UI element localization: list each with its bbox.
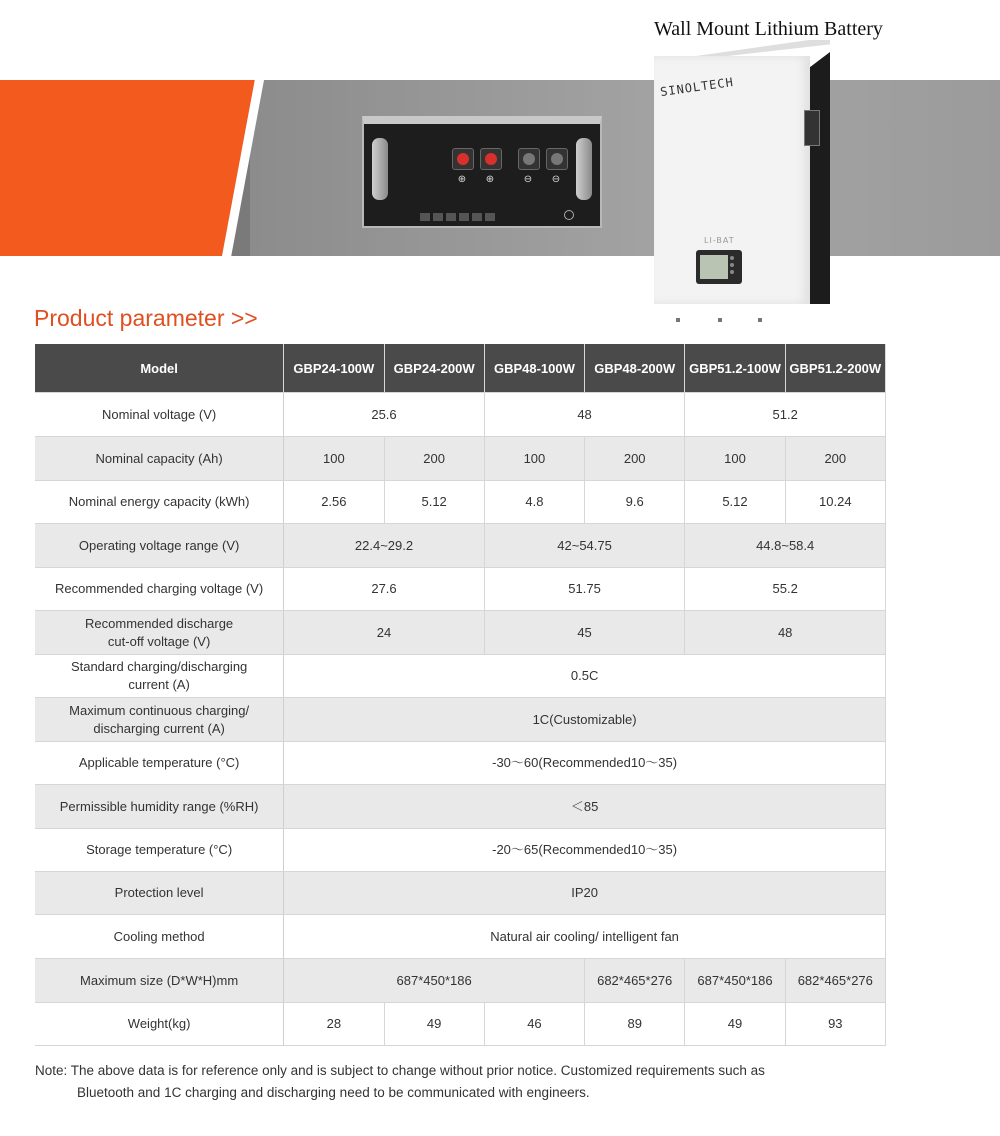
row-label: Storage temperature (°C) — [35, 829, 284, 872]
table-cell: 9.6 — [585, 481, 685, 524]
header-model-column: GBP48-200W — [585, 344, 685, 393]
table-row — [35, 872, 886, 915]
header-model-column: GBP51.2-200W — [785, 344, 885, 393]
rack-handle-right — [576, 138, 592, 200]
table-cell: 49 — [685, 1003, 785, 1046]
positive-terminal-icon — [452, 148, 474, 170]
negative-terminal-icon — [518, 148, 540, 170]
table-row — [35, 959, 886, 1003]
row-label: Nominal capacity (Ah) — [35, 437, 284, 481]
table-cell: 48 — [484, 393, 685, 437]
table-cell: 51.75 — [484, 568, 685, 611]
table-row — [35, 785, 886, 829]
table-cell: Natural air cooling/ intelligent fan — [284, 915, 886, 959]
plus-icon: ⊕ — [485, 174, 495, 185]
minus-icon: ⊖ — [551, 174, 561, 185]
table-cell: 682*465*276 — [785, 959, 885, 1003]
table-cell: 5.12 — [384, 481, 484, 524]
table-cell: 0.5C — [284, 655, 886, 698]
table-cell: 22.4~29.2 — [284, 524, 485, 568]
table-row — [35, 568, 886, 611]
plus-icon: ⊕ — [457, 174, 467, 185]
table-cell: 25.6 — [284, 393, 485, 437]
header-model-column: GBP51.2-100W — [685, 344, 785, 393]
table-cell: 100 — [685, 437, 785, 481]
table-cell: 100 — [484, 437, 584, 481]
row-label: Recommended charging voltage (V) — [35, 568, 284, 611]
table-row — [35, 524, 886, 568]
banner-title: Wall Mount Lithium Battery — [654, 18, 883, 40]
table-cell: 45 — [484, 611, 685, 655]
table-cell: IP20 — [284, 872, 886, 915]
table-row — [35, 611, 886, 655]
table-row — [35, 655, 886, 698]
table-cell: 682*465*276 — [585, 959, 685, 1003]
note-line-1: Note: The above data is for reference only and is subject to change without prior notice. Customized requirements such as — [35, 1063, 765, 1078]
row-label: Maximum continuous charging/ discharging current (A) — [35, 698, 284, 742]
wall-battery-front — [654, 56, 810, 304]
rack-ports — [420, 206, 520, 216]
note-line-2: Bluetooth and 1C charging and discharging need to be communicated with engineers. — [77, 1085, 590, 1100]
brand-logo: SINOLTECH — [659, 74, 735, 100]
table-cell: 89 — [585, 1003, 685, 1046]
table-cell: 93 — [785, 1003, 885, 1046]
table-cell: 4.8 — [484, 481, 584, 524]
table-row — [35, 829, 886, 872]
table-cell: 10.24 — [785, 481, 885, 524]
table-cell: 200 — [785, 437, 885, 481]
power-button-icon — [564, 210, 574, 220]
table-cell: ＜85 — [284, 785, 886, 829]
row-label: Operating voltage range (V) — [35, 524, 284, 568]
table-body — [35, 393, 886, 1046]
table-cell: 55.2 — [685, 568, 886, 611]
row-label: Maximum size (D*W*H)mm — [35, 959, 284, 1003]
header-model: Model — [35, 344, 284, 393]
positive-terminal-icon — [480, 148, 502, 170]
table-header-row — [35, 344, 886, 393]
table-row — [35, 1003, 886, 1046]
side-handle-icon — [804, 110, 820, 146]
table-row — [35, 915, 886, 959]
battery-label: LI-BAT — [704, 236, 735, 245]
negative-terminal-icon — [546, 148, 568, 170]
header-model-column: GBP24-100W — [284, 344, 384, 393]
product-banner — [0, 0, 1000, 300]
table-cell: -20～65(Recommended10～35) — [284, 829, 886, 872]
table-cell: 687*450*186 — [284, 959, 585, 1003]
wall-battery-side — [810, 52, 830, 304]
table-cell: 687*450*186 — [685, 959, 785, 1003]
row-label: Cooling method — [35, 915, 284, 959]
table-cell: 200 — [585, 437, 685, 481]
product-parameter-table — [35, 344, 886, 1046]
row-label: Weight(kg) — [35, 1003, 284, 1046]
table-cell: 5.12 — [685, 481, 785, 524]
table-cell: 2.56 — [284, 481, 384, 524]
table-cell: 1C(Customizable) — [284, 698, 886, 742]
table-cell: 44.8~58.4 — [685, 524, 886, 568]
row-label: Protection level — [35, 872, 284, 915]
header-model-column: GBP48-100W — [484, 344, 584, 393]
table-cell: 51.2 — [685, 393, 886, 437]
table-cell: 46 — [484, 1003, 584, 1046]
table-cell: 200 — [384, 437, 484, 481]
row-label: Standard charging/discharging current (A) — [35, 655, 284, 698]
table-cell: 42~54.75 — [484, 524, 685, 568]
table-row — [35, 481, 886, 524]
row-label: Nominal voltage (V) — [35, 393, 284, 437]
table-row — [35, 437, 886, 481]
row-label: Applicable temperature (°C) — [35, 742, 284, 785]
table-cell: 49 — [384, 1003, 484, 1046]
wall-battery-image — [654, 40, 830, 306]
table-row — [35, 742, 886, 785]
table-cell: 27.6 — [284, 568, 485, 611]
table-cell: 28 — [284, 1003, 384, 1046]
lcd-display-icon — [696, 250, 742, 284]
table-row — [35, 393, 886, 437]
row-label: Permissible humidity range (%RH) — [35, 785, 284, 829]
row-label: Nominal energy capacity (kWh) — [35, 481, 284, 524]
table-cell: 48 — [685, 611, 886, 655]
header-model-column: GBP24-200W — [384, 344, 484, 393]
minus-icon: ⊖ — [523, 174, 533, 185]
table-cell: 100 — [284, 437, 384, 481]
banner-orange-band — [0, 80, 258, 256]
table-cell: 24 — [284, 611, 485, 655]
row-label: Recommended discharge cut-off voltage (V) — [35, 611, 284, 655]
disclaimer-note — [35, 1060, 885, 1104]
rack-battery-image — [362, 116, 602, 228]
rack-handle-left — [372, 138, 388, 200]
table-cell: -30～60(Recommended10～35) — [284, 742, 886, 785]
table-row — [35, 698, 886, 742]
section-title: Product parameter >> — [34, 305, 258, 331]
